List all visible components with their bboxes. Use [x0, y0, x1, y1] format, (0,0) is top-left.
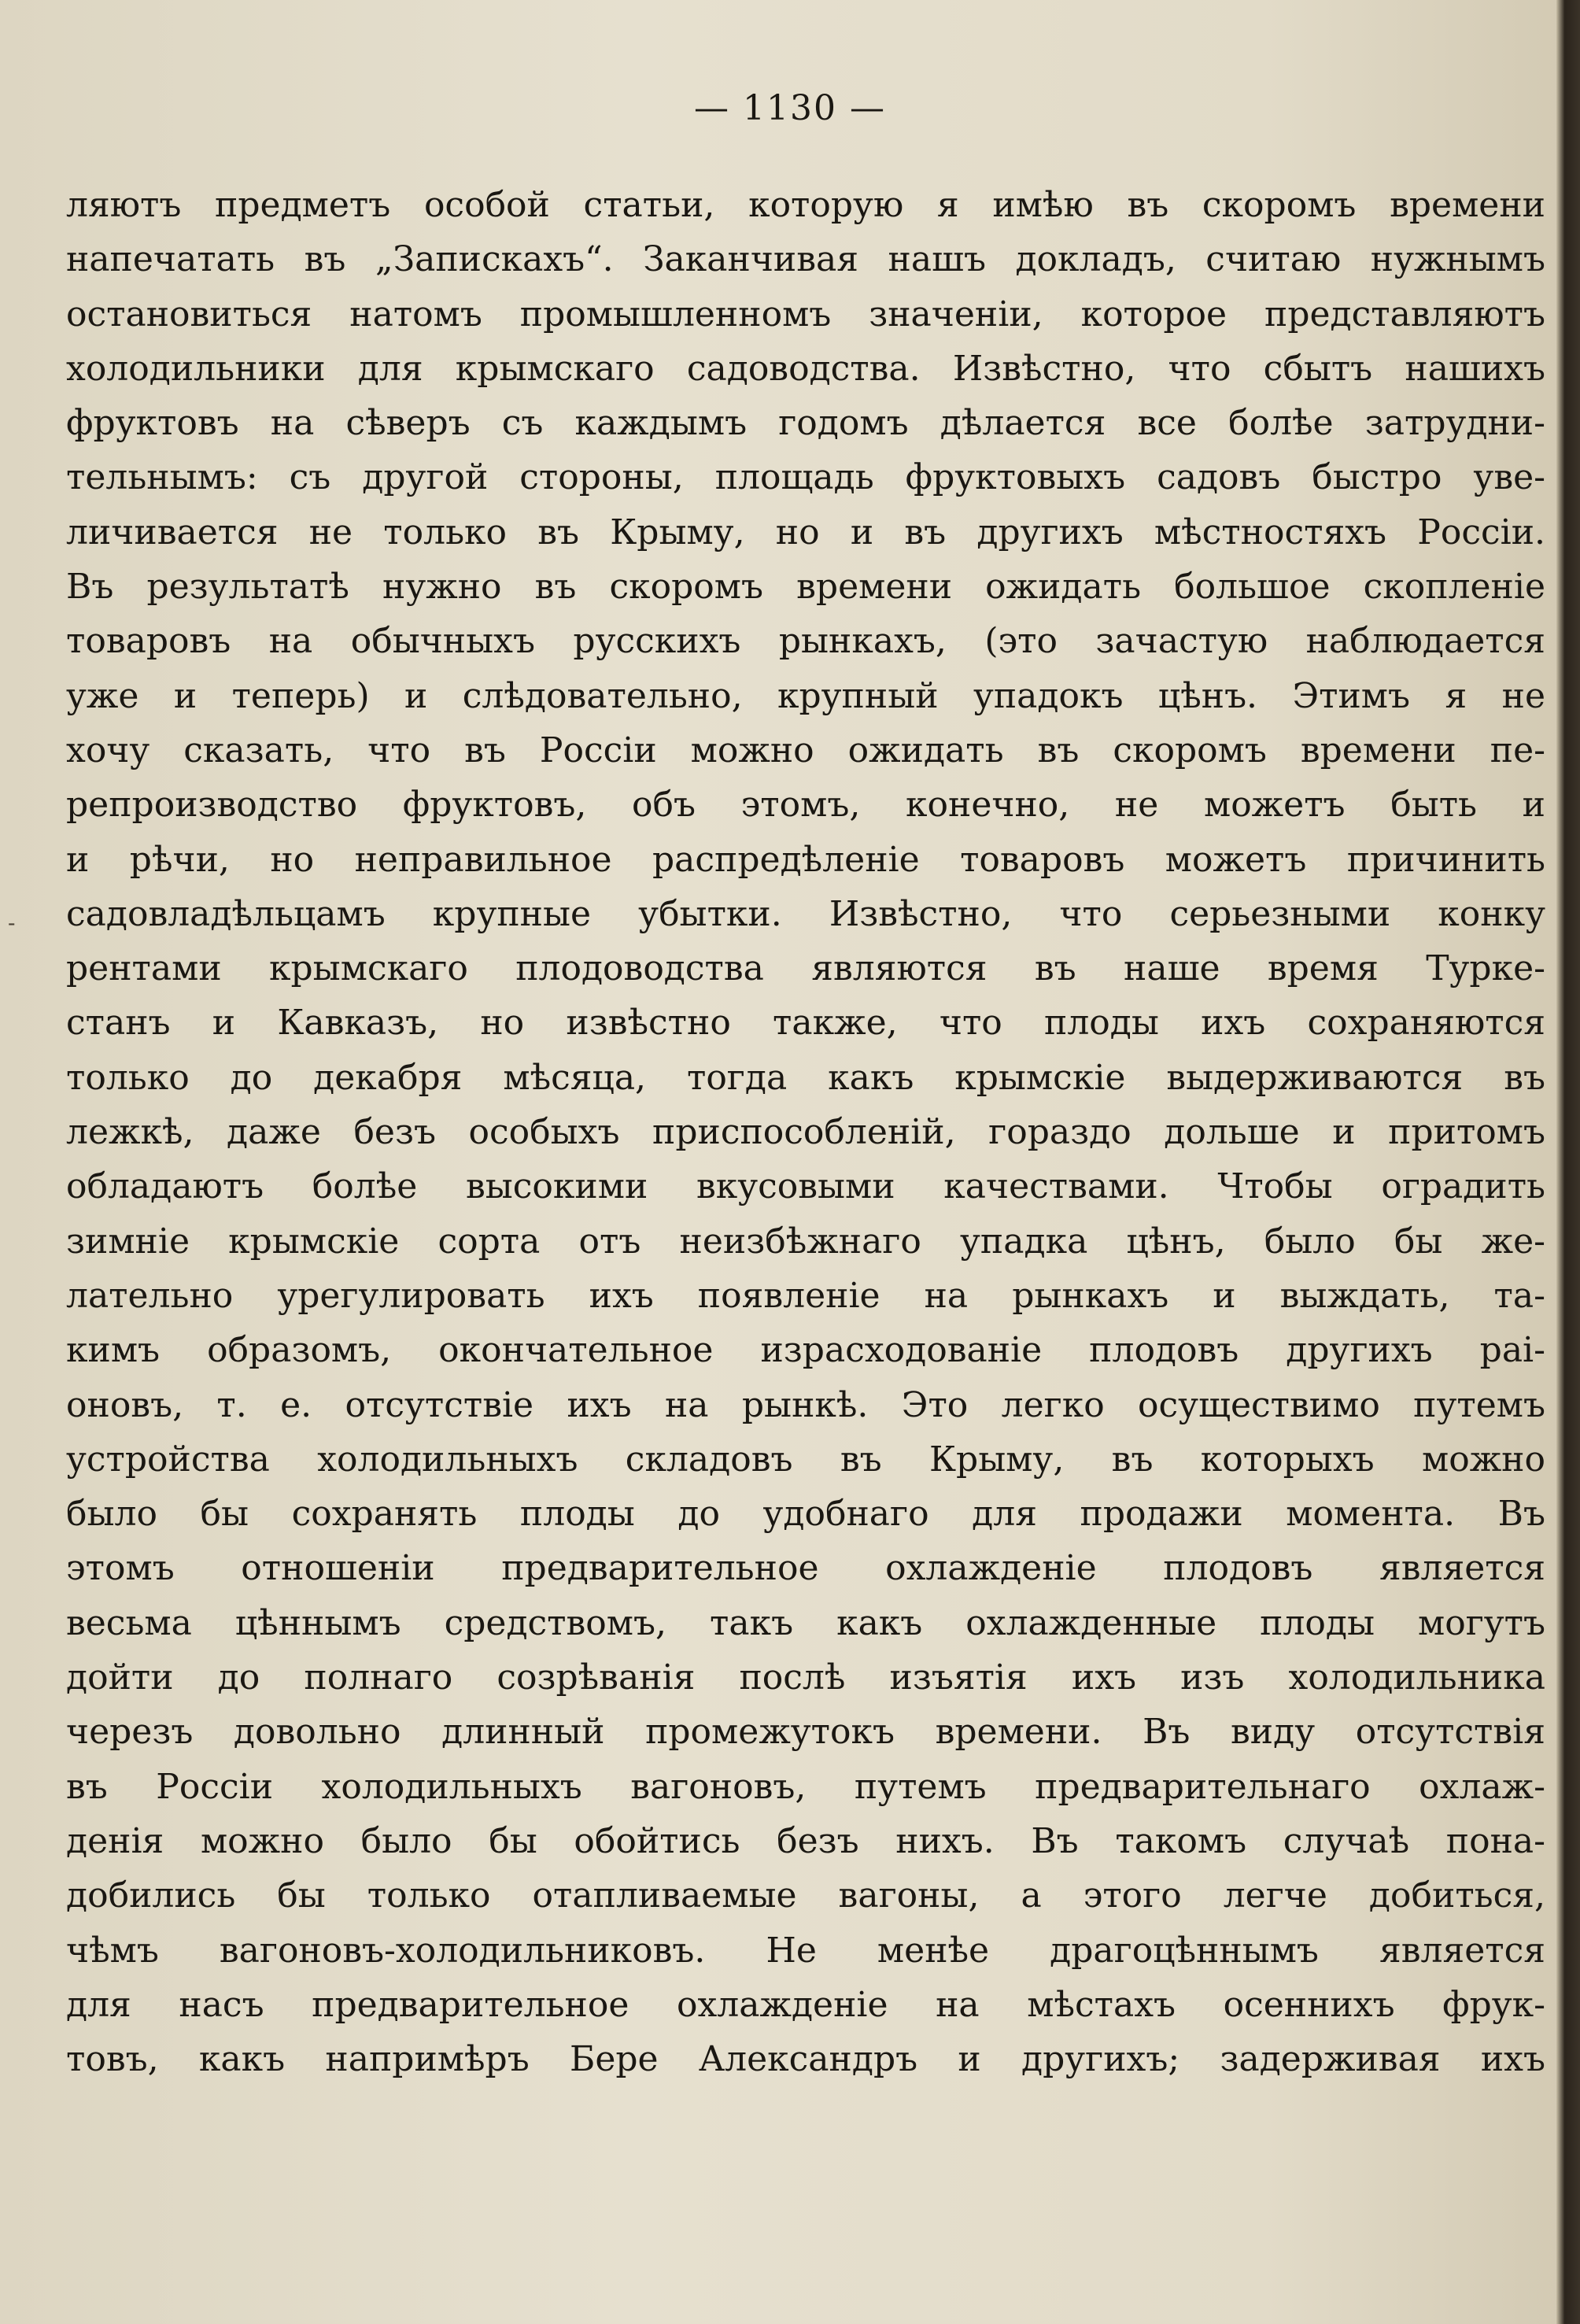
text-line: ляютъ предметъ особой статьи, которую я имѣю въ скоромъ времени — [66, 185, 1545, 225]
text-line: обладаютъ болѣе высокими вкусовыми качествами. Чтобы оградить — [66, 1166, 1545, 1207]
text-line: въ Россіи холодильныхъ вагоновъ, путемъ предварительнаго охлаж- — [66, 1766, 1545, 1807]
text-line: денія можно было бы обойтись безъ нихъ. Въ такомъ случаѣ пона- — [66, 1820, 1545, 1861]
text-line: уже и теперь) и слѣдовательно, крупный упадокъ цѣнъ. Этимъ я не — [66, 675, 1545, 716]
body-text — [66, 178, 1545, 2086]
page-binding-edge — [1556, 0, 1580, 2324]
text-line: рентами крымскаго плодоводства являются въ наше время Турке- — [66, 948, 1545, 989]
text-line: хочу сказать, что въ Россіи можно ожидать въ скоромъ времени пе- — [66, 730, 1545, 770]
text-line: садовладѣльцамъ крупные убытки. Извѣстно, что серьезными конку — [66, 893, 1545, 934]
text-line: кимъ образомъ, окончательное израсходованіе плодовъ другихъ раі- — [66, 1330, 1545, 1371]
text-line: оновъ, т. е. отсутствіе ихъ на рынкѣ. Это легко осуществимо путемъ — [66, 1384, 1545, 1425]
text-line: репроизводство фруктовъ, объ этомъ, конечно, не можетъ быть и — [66, 785, 1545, 826]
margin-mark: - — [8, 910, 16, 936]
text-line: устройства холодильныхъ складовъ въ Крыму, въ которыхъ можно — [66, 1439, 1545, 1480]
text-line: Въ результатѣ нужно въ скоромъ времени ожидать большое скопленіе — [66, 567, 1545, 608]
text-line: этомъ отношеніи предварительное охлажденіе плодовъ является — [66, 1548, 1545, 1589]
text-line: дойти до полнаго созрѣванія послѣ изъятія ихъ изъ холодильника — [66, 1657, 1545, 1698]
text-line: фруктовъ на сѣверъ съ каждымъ годомъ дѣлается все болѣе затрудни- — [66, 403, 1545, 444]
page-number: — 1130 — — [694, 88, 886, 128]
text-line: личивается не только въ Крыму, но и въ другихъ мѣстностяхъ Россіи. — [66, 512, 1545, 552]
text-line: для насъ предварительное охлажденіе на мѣстахъ осеннихъ фрук- — [66, 1984, 1545, 2025]
text-line: весьма цѣннымъ средствомъ, такъ какъ охлажденные плоды могутъ — [66, 1602, 1545, 1643]
text-line: только до декабря мѣсяца, тогда какъ крымскіе выдерживаются въ — [66, 1057, 1545, 1098]
text-line: лательно урегулировать ихъ появленіе на рынкахъ и выждать, та- — [66, 1275, 1545, 1316]
text-line: лежкѣ, даже безъ особыхъ приспособленій, гораздо дольше и притомъ — [66, 1112, 1545, 1153]
text-line: тельнымъ: съ другой стороны, площадь фруктовыхъ садовъ быстро уве- — [66, 457, 1545, 498]
text-line: товъ, какъ напримѣръ Бере Александръ и другихъ; задерживая ихъ — [66, 2039, 1545, 2080]
text-line: чѣмъ вагоновъ-холодильниковъ. Не менѣе драгоцѣннымъ является — [66, 1930, 1545, 1971]
text-line: и рѣчи, но неправильное распредѣленіе товаровъ можетъ причинить — [66, 839, 1545, 880]
text-line: было бы сохранять плоды до удобнаго для продажи момента. Въ — [66, 1494, 1545, 1535]
text-line: напечатать въ „Запискахъ“. Заканчивая нашъ докладъ, считаю нужнымъ — [66, 239, 1545, 280]
text-line: зимніе крымскіе сорта отъ неизбѣжнаго упадка цѣнъ, было бы же- — [66, 1221, 1545, 1262]
text-line: станъ и Кавказъ, но извѣстно также, что плоды ихъ сохраняются — [66, 1003, 1545, 1044]
text-line: товаровъ на обычныхъ русскихъ рынкахъ, (это зачастую наблюдается — [66, 621, 1545, 662]
text-line: добились бы только отапливаемые вагоны, а этого легче добиться, — [66, 1875, 1545, 1916]
text-line: черезъ довольно длинный промежутокъ времени. Въ виду отсутствія — [66, 1712, 1545, 1753]
text-line: остановиться натомъ промышленномъ значеніи, которое представляютъ — [66, 294, 1545, 334]
text-line: холодильники для крымскаго садоводства. Извѣстно, что сбытъ нашихъ — [66, 348, 1545, 389]
